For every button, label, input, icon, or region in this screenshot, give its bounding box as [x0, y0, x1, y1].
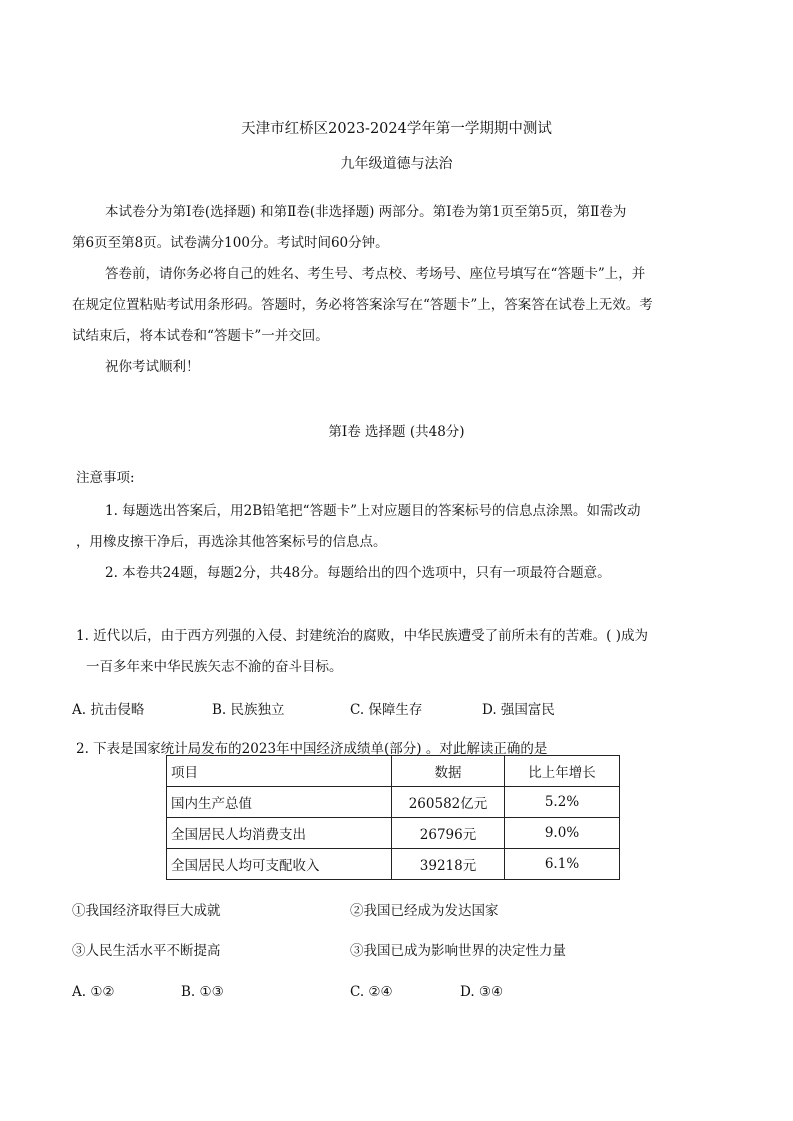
- q2-statement-3: ③人民生活水平不断提高: [72, 943, 221, 959]
- q1-option-d: D. 强国富民: [482, 702, 555, 718]
- intro-line-5: 试结束后，将本试卷和“答题卡”一并交回。: [72, 328, 329, 344]
- q2-statement-2: ②我国已经成为发达国家: [350, 903, 499, 919]
- table-cell: 国内生产总值: [167, 787, 392, 818]
- table-cell: 260582亿元: [392, 787, 505, 818]
- intro-line-3: 答卷前，请你务必将自己的姓名、考生号、考点校、考场号、座位号填写在“答题卡”上，并: [105, 266, 646, 282]
- intro-wish: 祝你考试顺利！: [105, 359, 200, 375]
- economy-table: [166, 755, 620, 880]
- q2-statement-1: ①我国经济取得巨大成就: [72, 903, 221, 919]
- intro-line-4: 在规定位置粘贴考试用条形码。答题时，务必将答案涂写在“答题卡”上，答案答在试卷上无效。考: [72, 297, 653, 313]
- section-title: 第Ⅰ卷 选择题 (共48分): [328, 424, 465, 440]
- table-cell: 26796元: [392, 818, 505, 849]
- q2-option-a: A. ①②: [72, 984, 115, 1000]
- q2-option-d: D. ③④: [460, 984, 504, 1000]
- table-cell: 全国居民人均可支配收入: [167, 849, 392, 880]
- table-cell: 39218元: [392, 849, 505, 880]
- notes-heading: 注意事项:: [76, 470, 135, 486]
- table-header-cell: 项目: [167, 756, 392, 787]
- table-cell: 全国居民人均消费支出: [167, 818, 392, 849]
- table-header-cell: 数据: [392, 756, 505, 787]
- q2-option-c: C. ②④: [350, 984, 393, 1000]
- table-cell: 5.2%: [505, 787, 620, 818]
- table-row: [167, 787, 620, 818]
- note-1-line-1: 1. 每题选出答案后，用2B铅笔把“答题卡”上对应题目的答案标号的信息点涂黑。如需改动: [105, 503, 641, 519]
- q2-option-b: B. ①③: [181, 984, 224, 1000]
- q2-statement-4: ③我国已成为影响世界的决定性力量: [350, 943, 566, 959]
- intro-line-2: 第6页至第8页。试卷满分100分。考试时间60分钟。: [72, 235, 389, 251]
- table-row: [167, 818, 620, 849]
- table-header-row: [167, 756, 620, 787]
- q1-stem-line-1: 1. 近代以后，由于西方列强的入侵、封建统治的腐败，中华民族遭受了前所未有的苦难。( )成为: [76, 628, 648, 644]
- q1-stem-line-2: 一百多年来中华民族矢志不渝的奋斗目标。: [86, 659, 343, 675]
- q2-stem: 2. 下表是国家统计局发布的2023年中国经济成绩单(部分) 。对此解读正确的是: [76, 741, 548, 757]
- table-cell: 6.1%: [505, 849, 620, 880]
- note-2: 2. 本卷共24题，每题2分，共48分。每题给出的四个选项中，只有一项最符合题意。: [105, 565, 611, 581]
- page-subtitle: 九年级道德与法治: [340, 156, 453, 172]
- intro-line-1: 本试卷分为第Ⅰ卷(选择题) 和第Ⅱ卷(非选择题) 两部分。第Ⅰ卷为第1页至第5页，第Ⅱ卷为: [105, 204, 627, 220]
- table-cell: 9.0%: [505, 818, 620, 849]
- page-title: 天津市红桥区2023-2024学年第一学期期中测试: [241, 121, 552, 137]
- q1-option-b: B. 民族独立: [212, 702, 285, 718]
- table-row: [167, 849, 620, 880]
- q1-option-a: A. 抗击侵略: [72, 702, 145, 718]
- q1-option-c: C. 保障生存: [350, 702, 423, 718]
- note-1-line-2: ，用橡皮擦干净后，再选涂其他答案标号的信息点。: [76, 534, 387, 550]
- table-header-cell: 比上年增长: [505, 756, 620, 787]
